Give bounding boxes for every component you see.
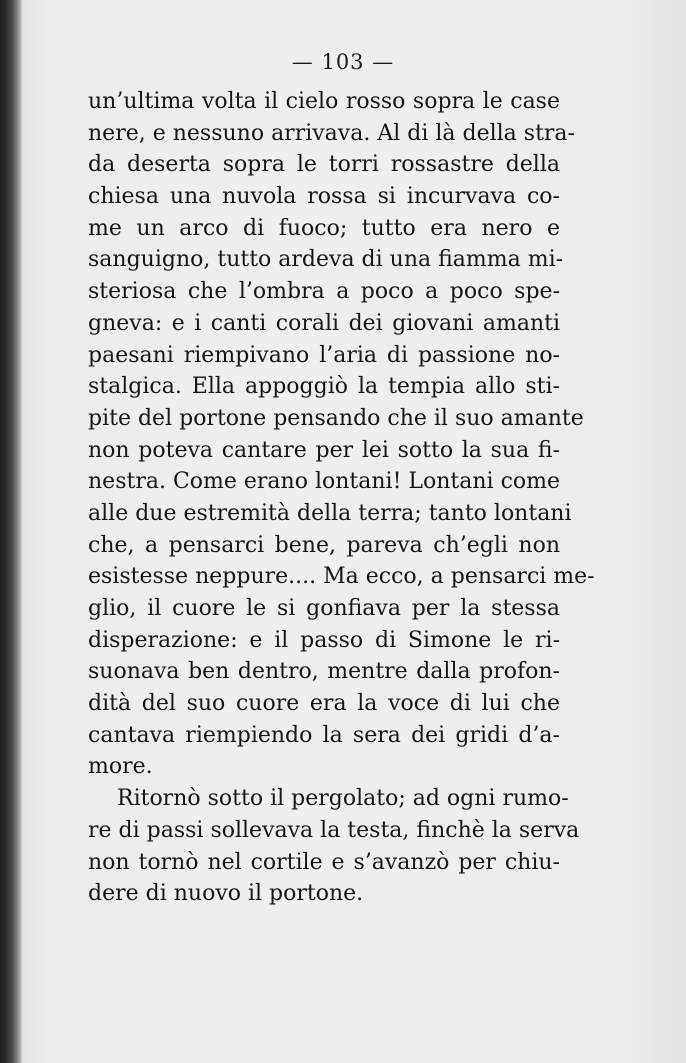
body-text <box>88 86 595 910</box>
text-line: che, a pensarci bene, pareva ch’egli non <box>88 532 560 558</box>
text-line: dere di nuovo il portone. <box>88 881 364 907</box>
paragraph-2 <box>88 783 580 910</box>
text-line: disperazione: e il passo di Simone le ri- <box>88 627 560 653</box>
book-binding-edge <box>0 0 22 1063</box>
text-line: Ritornò sotto il pergolato; ad ogni rumo- <box>117 786 569 812</box>
paragraph-1 <box>88 86 595 783</box>
text-line: dità del suo cuore era la voce di lui che <box>88 691 560 717</box>
text-line: esistesse neppure.... Ma ecco, a pensarci me- <box>88 564 595 590</box>
text-line: gneva: e i canti corali dei giovani amanti <box>88 310 560 336</box>
text-line: stalgica. Ella appoggiò la tempia allo sti- <box>88 374 560 400</box>
text-line: chiesa una nuvola rossa si incurvava co- <box>88 184 560 210</box>
text-line: non tornò nel cortile e s’avanzò per chiu- <box>88 849 560 875</box>
text-line: alle due estremità della terra; tanto lontani <box>88 500 572 526</box>
text-line: steriosa che l’ombra a poco a poco spe- <box>88 279 560 305</box>
text-line: me un arco di fuoco; tutto era nero e <box>88 215 560 241</box>
text-line: re di passi sollevava la testa, finchè la serva <box>88 817 580 843</box>
text-line: more. <box>88 754 153 780</box>
text-line: un’ultima volta il cielo rosso sopra le case <box>88 89 560 114</box>
text-line: glio, il cuore le si gonfiava per la stessa <box>88 596 560 621</box>
page-number: — 103 — <box>291 50 395 74</box>
text-line: paesani riempivano l’aria di passione no- <box>88 342 560 368</box>
text-line: sanguigno, tutto ardeva di una fiamma mi- <box>88 247 564 273</box>
text-line: nere, e nessuno arrivava. Al di là della stra- <box>88 120 575 146</box>
text-line: cantava riempiendo la sera dei gridi d’a- <box>88 722 560 748</box>
text-line: da deserta sopra le torri rossastre della <box>88 152 560 178</box>
text-line: non poteva cantare per lei sotto la sua fi- <box>88 437 560 463</box>
text-line: pite del portone pensando che il suo amante <box>88 405 584 431</box>
text-line: nestra. Come erano lontani! Lontani come <box>88 469 561 495</box>
text-line: suonava ben dentro, mentre dalla profon- <box>88 659 560 685</box>
